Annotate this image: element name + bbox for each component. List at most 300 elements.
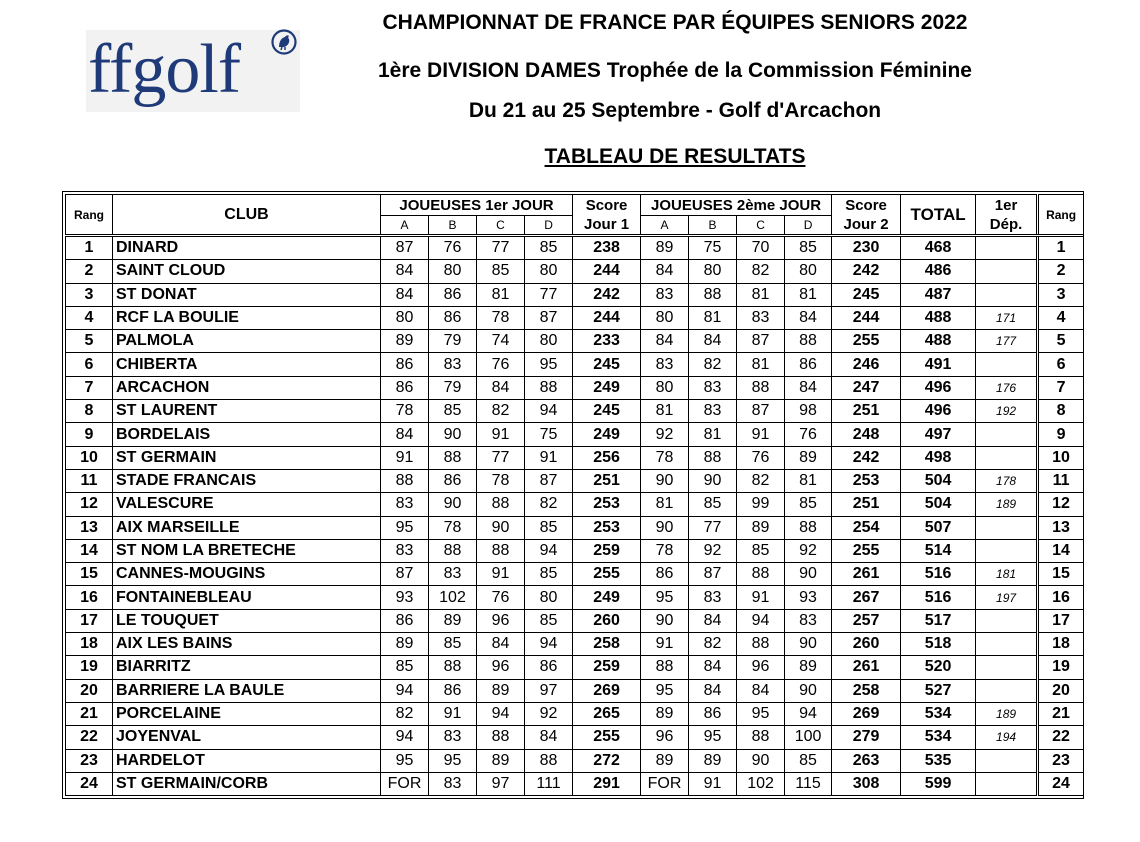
- day2-player-d-score: 90: [785, 563, 832, 586]
- day2-player-b-score: 91: [689, 772, 737, 795]
- day2-player-d-score: 85: [785, 236, 832, 260]
- header-day2-player-d: D: [785, 216, 832, 236]
- rank-cell: 2: [66, 260, 113, 283]
- table-row: [66, 353, 1084, 376]
- day2-player-d-score: 88: [785, 330, 832, 353]
- rank-cell: 19: [66, 656, 113, 679]
- header-club: CLUB: [113, 195, 381, 236]
- total-cell: 504: [901, 469, 976, 492]
- header-day2-player-b: B: [689, 216, 737, 236]
- day2-player-c-score: 88: [737, 563, 785, 586]
- rank-cell: 22: [66, 726, 113, 749]
- score-day2-cell: 263: [832, 749, 901, 772]
- day2-player-d-score: 76: [785, 423, 832, 446]
- rank-right-cell: 13: [1038, 516, 1084, 539]
- club-name-cell: ST NOM LA BRETECHE: [113, 539, 381, 562]
- total-cell: 507: [901, 516, 976, 539]
- day2-player-a-score: 96: [641, 726, 689, 749]
- score-day2-cell: 247: [832, 376, 901, 399]
- score-day1-cell: 256: [573, 446, 641, 469]
- day1-player-d-score: 88: [525, 376, 573, 399]
- day1-player-c-score: 76: [477, 586, 525, 609]
- day1-player-a-score: 86: [381, 353, 429, 376]
- first-departure-cell: 189: [976, 493, 1038, 516]
- rank-right-cell: 2: [1038, 260, 1084, 283]
- first-departure-cell: 194: [976, 726, 1038, 749]
- table-row: [66, 400, 1084, 423]
- table-row: [66, 446, 1084, 469]
- day1-player-d-score: 88: [525, 749, 573, 772]
- day1-player-c-score: 84: [477, 376, 525, 399]
- table-row: [66, 516, 1084, 539]
- day1-player-d-score: 111: [525, 772, 573, 795]
- rank-right-cell: 8: [1038, 400, 1084, 423]
- day2-player-a-score: 92: [641, 423, 689, 446]
- day1-player-d-score: 86: [525, 656, 573, 679]
- score-day2-cell: 255: [832, 539, 901, 562]
- club-name-cell: BARRIERE LA BAULE: [113, 679, 381, 702]
- day2-player-a-score: 90: [641, 469, 689, 492]
- total-cell: 486: [901, 260, 976, 283]
- score-day1-cell: 249: [573, 423, 641, 446]
- day1-player-d-score: 95: [525, 353, 573, 376]
- score-day2-cell: 261: [832, 563, 901, 586]
- score-day1-cell: 258: [573, 633, 641, 656]
- day1-player-a-score: 94: [381, 726, 429, 749]
- score-day1-cell: 291: [573, 772, 641, 795]
- day1-player-c-score: 85: [477, 260, 525, 283]
- day1-player-b-score: 85: [429, 633, 477, 656]
- header-day1-player-d: D: [525, 216, 573, 236]
- day1-player-d-score: 87: [525, 469, 573, 492]
- rank-cell: 16: [66, 586, 113, 609]
- total-cell: 514: [901, 539, 976, 562]
- day1-player-c-score: 96: [477, 656, 525, 679]
- day2-player-b-score: 82: [689, 633, 737, 656]
- header-score-day2: Score Jour 2: [832, 195, 901, 236]
- total-cell: 488: [901, 306, 976, 329]
- rank-right-cell: 23: [1038, 749, 1084, 772]
- day2-player-b-score: 89: [689, 749, 737, 772]
- day1-player-a-score: 87: [381, 236, 429, 260]
- table-row: [66, 539, 1084, 562]
- score-day1-cell: 255: [573, 563, 641, 586]
- header-day2-player-c: C: [737, 216, 785, 236]
- day2-player-d-score: 94: [785, 702, 832, 725]
- day1-player-b-score: 83: [429, 563, 477, 586]
- day2-player-a-score: 84: [641, 330, 689, 353]
- rank-cell: 18: [66, 633, 113, 656]
- day2-player-c-score: 76: [737, 446, 785, 469]
- day1-player-a-score: 93: [381, 586, 429, 609]
- score-day2-cell: 258: [832, 679, 901, 702]
- day2-player-c-score: 91: [737, 586, 785, 609]
- header-day2-players: JOUEUSES 2ème JOUR: [641, 195, 832, 216]
- rooster-registered-icon: [270, 28, 298, 56]
- first-departure-cell: [976, 633, 1038, 656]
- score-day1-cell: 245: [573, 400, 641, 423]
- score-day2-cell: 269: [832, 702, 901, 725]
- day1-player-b-score: 89: [429, 609, 477, 632]
- score-day1-cell: 253: [573, 516, 641, 539]
- score-day1-cell: 244: [573, 306, 641, 329]
- first-departure-cell: 197: [976, 586, 1038, 609]
- day2-player-a-score: 90: [641, 516, 689, 539]
- total-cell: 488: [901, 330, 976, 353]
- day1-player-c-score: 77: [477, 236, 525, 260]
- rank-right-cell: 3: [1038, 283, 1084, 306]
- rank-right-cell: 12: [1038, 493, 1084, 516]
- day2-player-a-score: 81: [641, 493, 689, 516]
- day2-player-c-score: 102: [737, 772, 785, 795]
- rank-cell: 4: [66, 306, 113, 329]
- championship-title: CHAMPIONNAT DE FRANCE PAR ÉQUIPES SENIORS 2022: [382, 11, 968, 34]
- day2-player-a-score: 78: [641, 539, 689, 562]
- rank-right-cell: 10: [1038, 446, 1084, 469]
- day2-player-d-score: 92: [785, 539, 832, 562]
- header-day1-player-a: A: [381, 216, 429, 236]
- day2-player-d-score: 98: [785, 400, 832, 423]
- day2-player-b-score: 84: [689, 609, 737, 632]
- score-day1-cell: 253: [573, 493, 641, 516]
- day2-player-a-score: 81: [641, 400, 689, 423]
- day1-player-c-score: 84: [477, 633, 525, 656]
- day2-player-d-score: 84: [785, 376, 832, 399]
- day1-player-a-score: 89: [381, 330, 429, 353]
- results-table: [65, 194, 1084, 796]
- day1-player-d-score: 85: [525, 236, 573, 260]
- header-total: TOTAL: [901, 195, 976, 236]
- day1-player-c-score: 89: [477, 679, 525, 702]
- score-day2-cell: 267: [832, 586, 901, 609]
- score-day2-cell: 251: [832, 493, 901, 516]
- rank-cell: 23: [66, 749, 113, 772]
- club-name-cell: PORCELAINE: [113, 702, 381, 725]
- day1-player-a-score: 83: [381, 493, 429, 516]
- score-day2-cell: 308: [832, 772, 901, 795]
- first-departure-cell: [976, 283, 1038, 306]
- total-cell: 534: [901, 702, 976, 725]
- first-departure-cell: 177: [976, 330, 1038, 353]
- day2-player-b-score: 82: [689, 353, 737, 376]
- rank-right-cell: 14: [1038, 539, 1084, 562]
- score-day2-cell: 244: [832, 306, 901, 329]
- day2-player-c-score: 82: [737, 260, 785, 283]
- day2-player-c-score: 84: [737, 679, 785, 702]
- club-name-cell: CANNES-MOUGINS: [113, 563, 381, 586]
- club-name-cell: HARDELOT: [113, 749, 381, 772]
- total-cell: 497: [901, 423, 976, 446]
- rank-right-cell: 9: [1038, 423, 1084, 446]
- rank-cell: 9: [66, 423, 113, 446]
- day1-player-b-score: 79: [429, 376, 477, 399]
- rank-right-cell: 1: [1038, 236, 1084, 260]
- day1-player-a-score: 88: [381, 469, 429, 492]
- club-name-cell: ST GERMAIN: [113, 446, 381, 469]
- day1-player-c-score: 77: [477, 446, 525, 469]
- total-cell: 498: [901, 446, 976, 469]
- day2-player-d-score: 86: [785, 353, 832, 376]
- day2-player-b-score: 83: [689, 376, 737, 399]
- day1-player-b-score: 83: [429, 772, 477, 795]
- score-day2-cell: 255: [832, 330, 901, 353]
- rank-cell: 10: [66, 446, 113, 469]
- score-day1-cell: 255: [573, 726, 641, 749]
- day1-player-c-score: 90: [477, 516, 525, 539]
- day1-player-b-score: 91: [429, 702, 477, 725]
- day2-player-c-score: 89: [737, 516, 785, 539]
- rank-cell: 1: [66, 236, 113, 260]
- day1-player-b-score: 88: [429, 446, 477, 469]
- day1-player-b-score: 95: [429, 749, 477, 772]
- day2-player-d-score: 81: [785, 283, 832, 306]
- club-name-cell: FONTAINEBLEAU: [113, 586, 381, 609]
- day2-player-c-score: 83: [737, 306, 785, 329]
- total-cell: 527: [901, 679, 976, 702]
- first-departure-cell: 189: [976, 702, 1038, 725]
- score-day2-cell: 230: [832, 236, 901, 260]
- score-day1-cell: 259: [573, 539, 641, 562]
- first-departure-cell: [976, 446, 1038, 469]
- score-day1-cell: 244: [573, 260, 641, 283]
- day2-player-a-score: 95: [641, 586, 689, 609]
- day2-player-d-score: 93: [785, 586, 832, 609]
- day1-player-a-score: 86: [381, 376, 429, 399]
- logo-wordmark: ffgolf: [88, 31, 241, 108]
- day1-player-d-score: 82: [525, 493, 573, 516]
- rank-cell: 21: [66, 702, 113, 725]
- day2-player-b-score: 83: [689, 400, 737, 423]
- day1-player-d-score: 80: [525, 260, 573, 283]
- club-name-cell: ST DONAT: [113, 283, 381, 306]
- day1-player-a-score: 84: [381, 260, 429, 283]
- club-name-cell: AIX MARSEILLE: [113, 516, 381, 539]
- day2-player-d-score: 83: [785, 609, 832, 632]
- total-cell: 534: [901, 726, 976, 749]
- day2-player-c-score: 81: [737, 353, 785, 376]
- score-day2-cell: 260: [832, 633, 901, 656]
- table-header: [66, 195, 1084, 236]
- score-day1-cell: 259: [573, 656, 641, 679]
- club-name-cell: LE TOUQUET: [113, 609, 381, 632]
- day1-player-b-score: 90: [429, 493, 477, 516]
- day2-player-b-score: 95: [689, 726, 737, 749]
- total-cell: 496: [901, 376, 976, 399]
- day1-player-b-score: 88: [429, 656, 477, 679]
- total-cell: 517: [901, 609, 976, 632]
- rank-cell: 13: [66, 516, 113, 539]
- rank-right-cell: 5: [1038, 330, 1084, 353]
- club-name-cell: ST GERMAIN/CORB: [113, 772, 381, 795]
- day2-player-c-score: 90: [737, 749, 785, 772]
- day2-player-d-score: 88: [785, 516, 832, 539]
- score-day2-cell: 246: [832, 353, 901, 376]
- total-cell: 504: [901, 493, 976, 516]
- day1-player-c-score: 82: [477, 400, 525, 423]
- header-first-departure: 1er Dép.: [976, 195, 1038, 236]
- total-cell: 535: [901, 749, 976, 772]
- day1-player-c-score: 76: [477, 353, 525, 376]
- day2-player-a-score: 80: [641, 306, 689, 329]
- day2-player-a-score: 83: [641, 353, 689, 376]
- day1-player-d-score: 91: [525, 446, 573, 469]
- day1-player-c-score: 94: [477, 702, 525, 725]
- rank-cell: 11: [66, 469, 113, 492]
- score-day1-cell: 260: [573, 609, 641, 632]
- day2-player-b-score: 77: [689, 516, 737, 539]
- first-departure-cell: [976, 609, 1038, 632]
- day2-player-c-score: 81: [737, 283, 785, 306]
- rank-right-cell: 7: [1038, 376, 1084, 399]
- day2-player-c-score: 91: [737, 423, 785, 446]
- day1-player-d-score: 80: [525, 586, 573, 609]
- club-name-cell: JOYENVAL: [113, 726, 381, 749]
- score-day1-cell: 272: [573, 749, 641, 772]
- day1-player-b-score: 88: [429, 539, 477, 562]
- total-cell: 468: [901, 236, 976, 260]
- score-day1-cell: 242: [573, 283, 641, 306]
- day2-player-b-score: 90: [689, 469, 737, 492]
- day1-player-a-score: 84: [381, 283, 429, 306]
- day2-player-b-score: 84: [689, 679, 737, 702]
- table-row: [66, 679, 1084, 702]
- table-row: [66, 702, 1084, 725]
- rank-cell: 14: [66, 539, 113, 562]
- table-row: [66, 376, 1084, 399]
- score-day2-cell: 251: [832, 400, 901, 423]
- table-row: [66, 586, 1084, 609]
- day2-player-b-score: 84: [689, 656, 737, 679]
- table-row: [66, 423, 1084, 446]
- score-day1-cell: 249: [573, 586, 641, 609]
- table-row: [66, 772, 1084, 795]
- rank-right-cell: 18: [1038, 633, 1084, 656]
- day2-player-a-score: 88: [641, 656, 689, 679]
- day1-player-a-score: 78: [381, 400, 429, 423]
- first-departure-cell: [976, 516, 1038, 539]
- score-day2-cell: 257: [832, 609, 901, 632]
- club-name-cell: RCF LA BOULIE: [113, 306, 381, 329]
- rank-right-cell: 16: [1038, 586, 1084, 609]
- header-day1-players: JOUEUSES 1er JOUR: [381, 195, 573, 216]
- table-row: [66, 633, 1084, 656]
- first-departure-cell: 192: [976, 400, 1038, 423]
- day1-player-d-score: 97: [525, 679, 573, 702]
- total-cell: 491: [901, 353, 976, 376]
- day2-player-c-score: 95: [737, 702, 785, 725]
- first-departure-cell: [976, 772, 1038, 795]
- day1-player-d-score: 77: [525, 283, 573, 306]
- day1-player-a-score: 95: [381, 516, 429, 539]
- day1-player-d-score: 85: [525, 563, 573, 586]
- day2-player-a-score: FOR: [641, 772, 689, 795]
- day2-player-b-score: 92: [689, 539, 737, 562]
- day2-player-c-score: 94: [737, 609, 785, 632]
- day1-player-a-score: 80: [381, 306, 429, 329]
- day2-player-d-score: 85: [785, 493, 832, 516]
- day2-player-b-score: 80: [689, 260, 737, 283]
- ffgolf-logo: [86, 30, 300, 112]
- rank-cell: 5: [66, 330, 113, 353]
- day1-player-a-score: 89: [381, 633, 429, 656]
- day1-player-a-score: 85: [381, 656, 429, 679]
- score-day2-cell: 254: [832, 516, 901, 539]
- score-day1-cell: 245: [573, 353, 641, 376]
- day2-player-c-score: 82: [737, 469, 785, 492]
- day1-player-b-score: 80: [429, 260, 477, 283]
- day2-player-c-score: 88: [737, 633, 785, 656]
- day2-player-b-score: 86: [689, 702, 737, 725]
- header-rang-right: Rang: [1038, 195, 1084, 236]
- day1-player-c-score: 78: [477, 306, 525, 329]
- day2-player-a-score: 91: [641, 633, 689, 656]
- results-table-frame: [62, 191, 1084, 799]
- rank-cell: 24: [66, 772, 113, 795]
- first-departure-cell: [976, 236, 1038, 260]
- day2-player-c-score: 88: [737, 726, 785, 749]
- day2-player-b-score: 83: [689, 586, 737, 609]
- table-row: [66, 656, 1084, 679]
- day1-player-a-score: 82: [381, 702, 429, 725]
- rank-cell: 17: [66, 609, 113, 632]
- rank-right-cell: 22: [1038, 726, 1084, 749]
- score-day1-cell: 233: [573, 330, 641, 353]
- score-day2-cell: 248: [832, 423, 901, 446]
- club-name-cell: SAINT CLOUD: [113, 260, 381, 283]
- day2-player-d-score: 115: [785, 772, 832, 795]
- day2-player-b-score: 88: [689, 283, 737, 306]
- day1-player-b-score: 83: [429, 726, 477, 749]
- rank-right-cell: 4: [1038, 306, 1084, 329]
- header-day2-player-a: A: [641, 216, 689, 236]
- day2-player-b-score: 88: [689, 446, 737, 469]
- day2-player-a-score: 86: [641, 563, 689, 586]
- day2-player-d-score: 90: [785, 679, 832, 702]
- day1-player-c-score: 88: [477, 493, 525, 516]
- score-day2-cell: 253: [832, 469, 901, 492]
- day2-player-a-score: 95: [641, 679, 689, 702]
- day1-player-a-score: 91: [381, 446, 429, 469]
- first-departure-cell: [976, 656, 1038, 679]
- first-departure-cell: [976, 423, 1038, 446]
- day1-player-b-score: 86: [429, 469, 477, 492]
- day2-player-d-score: 80: [785, 260, 832, 283]
- day1-player-b-score: 79: [429, 330, 477, 353]
- club-name-cell: ARCACHON: [113, 376, 381, 399]
- club-name-cell: PALMOLA: [113, 330, 381, 353]
- day1-player-b-score: 86: [429, 306, 477, 329]
- day2-player-c-score: 87: [737, 400, 785, 423]
- score-day2-cell: 242: [832, 446, 901, 469]
- club-name-cell: AIX LES BAINS: [113, 633, 381, 656]
- table-row: [66, 726, 1084, 749]
- rank-right-cell: 20: [1038, 679, 1084, 702]
- rank-cell: 3: [66, 283, 113, 306]
- day1-player-c-score: 74: [477, 330, 525, 353]
- day1-player-c-score: 81: [477, 283, 525, 306]
- club-name-cell: ST LAURENT: [113, 400, 381, 423]
- table-row: [66, 306, 1084, 329]
- score-day2-cell: 245: [832, 283, 901, 306]
- first-departure-cell: 176: [976, 376, 1038, 399]
- rank-right-cell: 24: [1038, 772, 1084, 795]
- day2-player-a-score: 78: [641, 446, 689, 469]
- first-departure-cell: [976, 260, 1038, 283]
- day1-player-d-score: 84: [525, 726, 573, 749]
- day1-player-c-score: 97: [477, 772, 525, 795]
- day1-player-c-score: 91: [477, 563, 525, 586]
- club-name-cell: BIARRITZ: [113, 656, 381, 679]
